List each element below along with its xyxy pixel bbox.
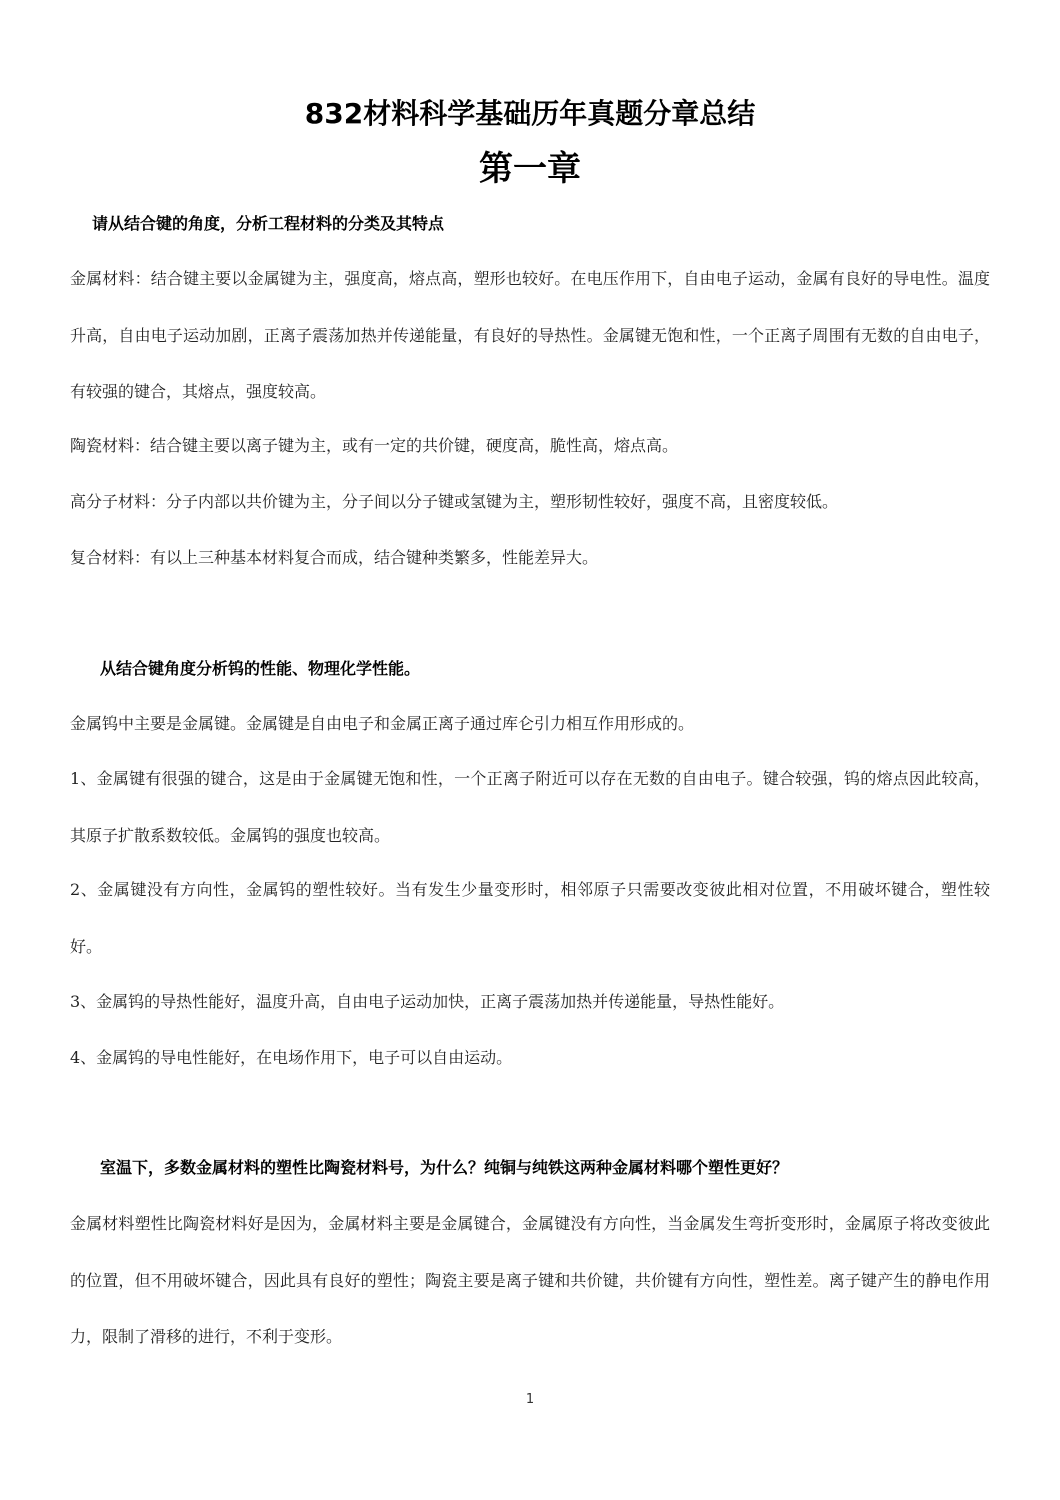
document-title: 832材料科学基础历年真题分章总结: [304, 97, 756, 130]
answer-paragraph: 金属材料：结合键主要以金属键为主，强度高，熔点高，塑形也较好。在电压作用下，自由电子运动，金属有良好的导电性。温度升高，自由电子运动加剧，正离子震荡加热并传递能量，有良好的导热性。金属键无饱和性，一个正离子周围有无数的自由电子，有较强的键合，其熔点，强度较高。: [70, 269, 990, 401]
question-heading: 请从结合键的角度，分析工程材料的分类及其特点: [92, 214, 445, 233]
answer-paragraph: 4、金属钨的导电性能好，在电场作用下，电子可以自由运动。: [70, 1048, 513, 1067]
answer-paragraph: 陶瓷材料：结合键主要以离子键为主，或有一定的共价键，硬度高，脆性高，熔点高。: [70, 436, 679, 455]
answer-paragraph: 高分子材料：分子内部以共价键为主，分子间以分子键或氢键为主，塑形韧性较好，强度不高，且密度较低。: [70, 492, 839, 511]
answer-paragraph: 复合材料：有以上三种基本材料复合而成，结合键种类繁多，性能差异大。: [70, 548, 599, 567]
question-heading: 室温下，多数金属材料的塑性比陶瓷材料号，为什么？纯铜与纯铁这两种金属材料哪个塑性更好？: [100, 1158, 789, 1177]
chapter-heading: 第一章: [479, 149, 581, 189]
answer-paragraph: 金属材料塑性比陶瓷材料好是因为，金属材料主要是金属键合，金属键没有方向性，当金属发生弯折变形时，金属原子将改变彼此的位置，但不用破坏键合，因此具有良好的塑性；陶瓷主要是离子键和共价键，共价键有方向性，塑性差。离子键产生的静电作用力，限制了滑移的进行，不利于变形。: [70, 1214, 990, 1346]
answer-paragraph: 金属钨中主要是金属键。金属键是自由电子和金属正离子通过库仑引力相互作用形成的。: [70, 714, 695, 733]
answer-paragraph: 1、金属键有很强的键合，这是由于金属键无饱和性，一个正离子附近可以存在无数的自由电子。键合较强，钨的熔点因此较高，其原子扩散系数较低。金属钨的强度也较高。: [70, 769, 990, 845]
page-number: 1: [525, 1392, 535, 1407]
answer-paragraph: 3、金属钨的导热性能好，温度升高，自由电子运动加快，正离子震荡加热并传递能量，导热性能好。: [70, 992, 785, 1011]
answer-paragraph: 2、金属键没有方向性，金属钨的塑性较好。当有发生少量变形时，相邻原子只需要改变彼此相对位置，不用破坏键合，塑性较好。: [70, 880, 990, 956]
question-heading: 从结合键角度分析钨的性能、物理化学性能。: [100, 659, 421, 678]
